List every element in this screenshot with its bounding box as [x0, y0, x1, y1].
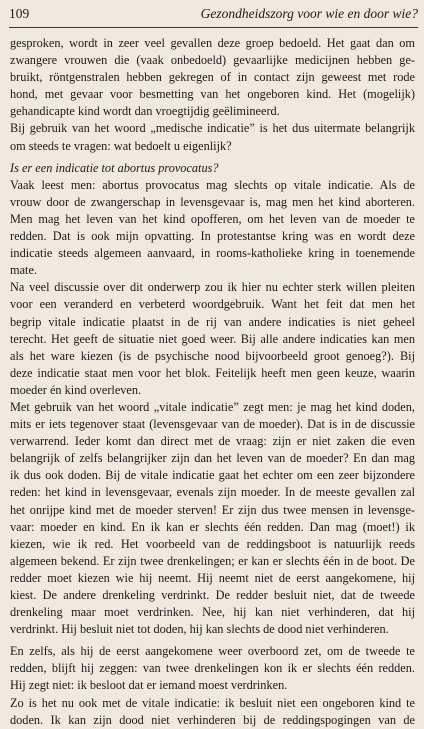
- paragraph: [10, 643, 415, 694]
- text-line: Met gebruik van het woord „vitale indicatie” zegt men: je mag het kind doden,: [10, 399, 415, 414]
- text-line: Men mag het leven van het kind opofferen, om het leven van de moeder te: [10, 211, 415, 226]
- text-line: Hij zegt niet: ik besloot dat er iemand moest verdrinken.: [10, 678, 288, 693]
- text-line: algemeen bekend. Er zijn twee drenkelingen; er kan er slechts één in de boot. De: [10, 553, 415, 568]
- text-line: redden. Dat is ook mijn opvatting. In protestantse kring was en wordt deze: [10, 229, 415, 244]
- text-line: reden: het kind in levensgevaar, evenals zijn moeder. In de meeste gevallen zal: [10, 485, 415, 500]
- text-line: mits er iets tegenover staat (levensgevaar van de moeder). Dat is in de discussie: [10, 417, 415, 432]
- paragraph: [10, 279, 415, 399]
- text-line: voor een veranderd en verbeterd woordgebruik. Want het feit dat men het: [10, 297, 415, 312]
- text-line: drenkeling maar moet verdrinken. Nee, hij kan niet verhinderen, dat hij: [10, 605, 415, 620]
- text-line: redden, blijft hij zeggen: van twee drenkelingen kon ik er slechts één redden.: [10, 661, 415, 676]
- text-line: Na veel discussie over dit onderwerp zou ik hier nu echter sterk willen pleiten: [10, 280, 415, 295]
- text-line: gehandicapte kind wordt dan vroegtijdig geëlimineerd.: [10, 104, 280, 119]
- text-line: om steeds te vragen: wat bedoelt u eigenlijk?: [10, 138, 232, 153]
- text-line: Bij gebruik van het woord „medische indicatie” is het dus uitermate belangrijk: [10, 121, 415, 136]
- text-line: vrouw door de zwangerschap in levensgevaar is, mag men het kind aborteren.: [10, 194, 415, 209]
- text-line: verwarrend. Ieder komt dan direct met de vraag: zijn er niet zaken die even: [10, 434, 415, 449]
- text-line: zwangere vrouwen die (vaak onbedoeld) gevaarlijke medicijnen hebben ge-: [10, 53, 415, 68]
- text-line: bruikt, röntgenstralen hebben gekregen of in contact zijn geweest met rode: [10, 70, 415, 85]
- text-line: doden. Ik kan zijn dood niet verhinderen bij de reddingspogingen van de: [10, 712, 415, 727]
- text-line: moeder én kind overleven.: [10, 382, 142, 397]
- paragraph: [10, 120, 415, 154]
- text-line: verdrinkt. Hij besluit niet tot doden, hij kan slechts de dood niet verhinderen.: [10, 622, 389, 637]
- text-line: deze indicatie staat men voor het blok. Feitelijk heeft men geen keuze, waarin: [10, 365, 415, 380]
- text-line: Vaak leest men: abortus provocatus mag slechts op vitale indicatie. Als de: [10, 177, 415, 192]
- paragraph: [10, 177, 415, 280]
- text-line: kiezen, wie ik red. Het voorbeeld van de reddingsboot is natuurlijk reeds: [10, 536, 415, 551]
- text-line: belangrijk of zelfs belangrijker zijn dan het leven van de moeder? En dan mag: [10, 451, 415, 466]
- running-header: [9, 3, 418, 28]
- paragraph: [10, 695, 415, 729]
- text-line: het onrijpe kind met de moeder sterven! Er zijn dus twee mensen in levensge-: [10, 502, 415, 517]
- text-line: En zelfs, als hij de eerst aangekomene weer overboord zet, om de tweede te: [10, 644, 415, 659]
- text-line: redder moet kiezen wie hij neemt. Hij neemt niet de eerst aangekomene, hij: [10, 570, 415, 585]
- text-line: begrip vitale indicatie plaatst in de rij van andere indicaties is niet geheel: [10, 314, 415, 329]
- text-line: vaar: moeder en kind. En ik kan er slechts één redden. Dan mag (moet!) ik: [10, 519, 415, 534]
- text-line: indicatie steeds algemeen aanvaard, in rooms-katholieke kring in toenemende: [10, 246, 415, 261]
- text-line: als het ware kiezen (is de psychische nood bijvoorbeeld groot genoeg?). Bij: [10, 348, 415, 363]
- page-number: 109: [9, 6, 30, 21]
- text-line: mate.: [10, 263, 37, 278]
- text-line: terecht. Het geeft de situatie niet goed weer. Bij alle andere indicaties kan men: [10, 331, 415, 346]
- text-line: Zo is het nu ook met de vitale indicatie: ik besluit niet een ongeboren kind te: [10, 695, 415, 710]
- text-line: ik dus ook doden. Bij de vitale indicatie gaat het echter om een zeer bijzondere: [10, 468, 415, 483]
- text-line: gesproken, wordt in zeer veel gevallen deze groep bedoeld. Het gaat dan om: [10, 36, 415, 50]
- paragraph: [10, 35, 415, 120]
- text-line: kiest. De andere drenkeling verdrinkt. De redder besluit niet, dat de tweede: [10, 588, 415, 602]
- body-text: [10, 35, 415, 729]
- section-heading: Is er een indicatie tot abortus provocatus?: [10, 160, 219, 175]
- paragraph: [10, 399, 415, 638]
- running-title: Gezondheidszorg voor wie en door wie?: [200, 6, 418, 21]
- text-line: hond, met gevaar voor besmetting van het ongeboren kind. Het (mogelijk): [10, 87, 415, 102]
